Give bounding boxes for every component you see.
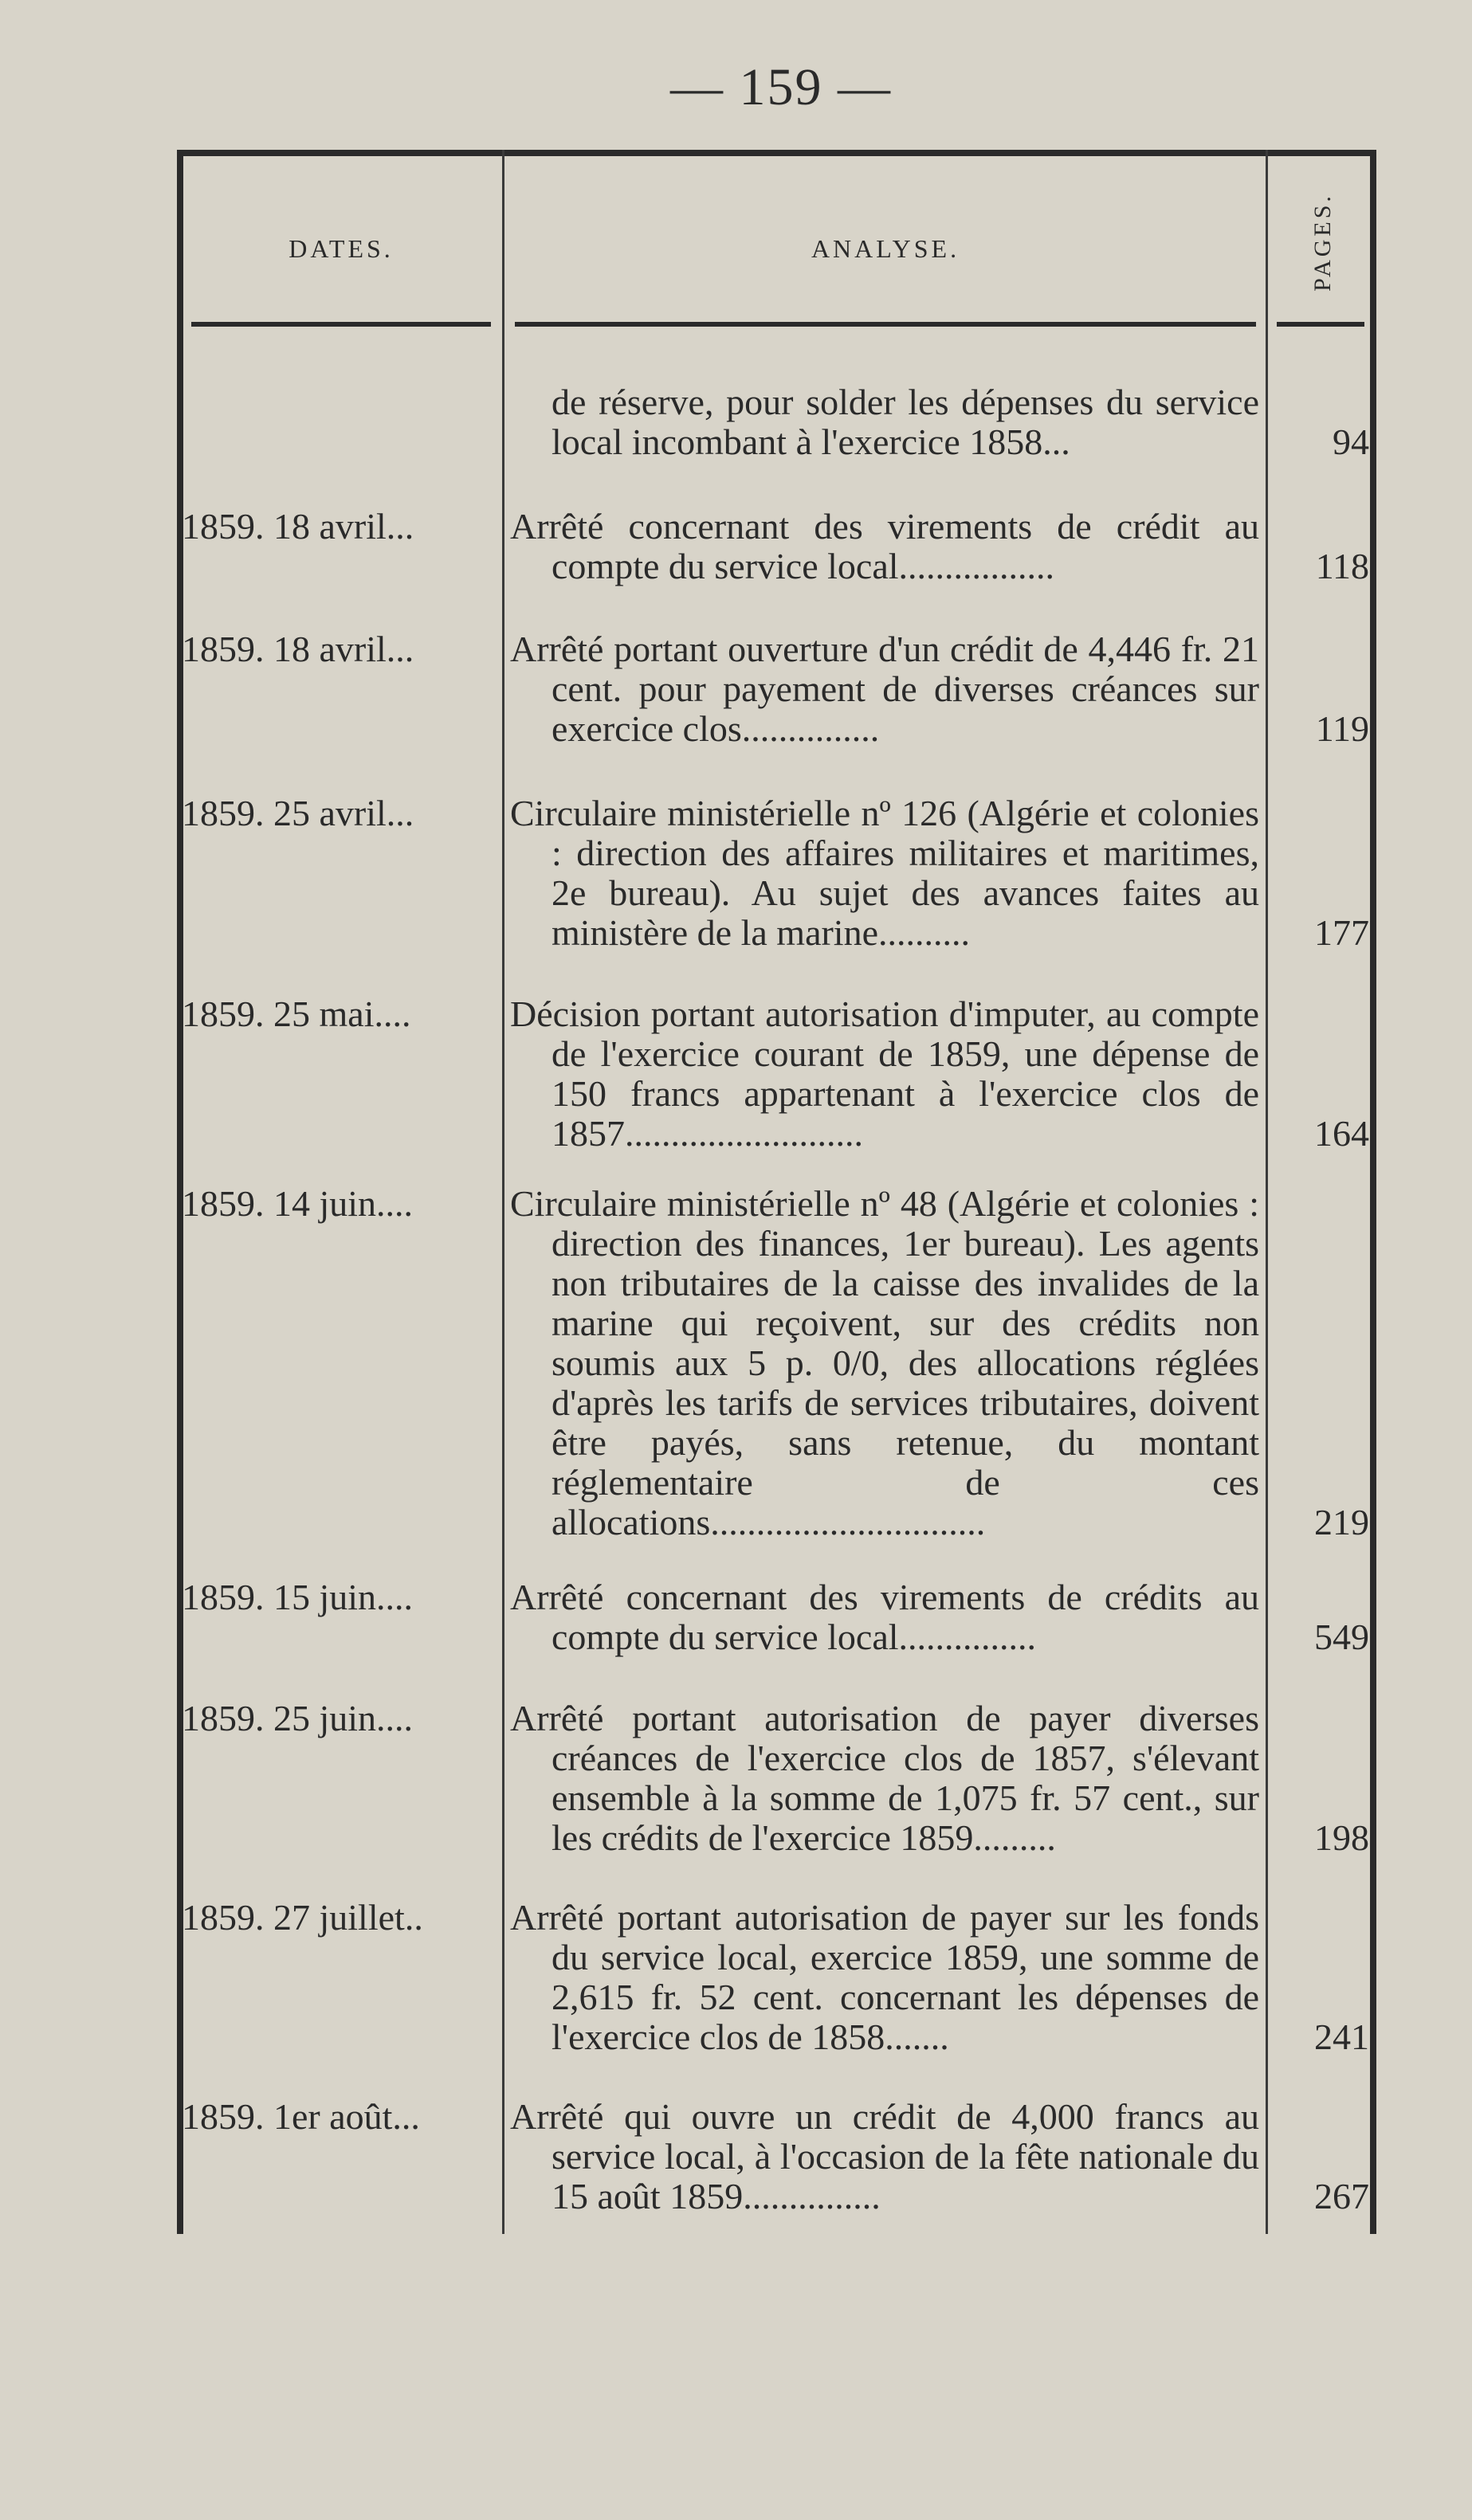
entry-page: 118 — [1315, 546, 1369, 586]
entry-text: Arrêté qui ouvre un crédit de 4,000 francs au service local, à l'occasion de la fête nationale du 15 août 1859............... — [510, 2096, 1259, 2216]
entry-page: 119 — [1315, 708, 1369, 749]
entry-page: 94 — [1333, 421, 1369, 462]
header-rule-pages — [1277, 322, 1364, 327]
entry-date: 1859. 25 juin.... — [182, 1698, 414, 1738]
entry-text: Circulaire ministérielle nº 48 (Algérie et colonies : direction des finances, 1er bureau). Les agents non tributaires de la caisse des invalides de la marine qui reçoivent, sur des crédits non soumis aux 5 p. 0/0, des allocations réglées d'après les tarifs de services tributaires, doivent être payés, sans retenue, du montant réglementaire de ces allocations.............................. — [510, 1183, 1259, 1542]
entry-text: Arrêté portant ouverture d'un crédit de 4,446 fr. 21 cent. pour payement de diverses créances sur exercice clos............... — [510, 629, 1259, 749]
column-divider-pages — [1266, 150, 1268, 2234]
entry-page: 549 — [1314, 1617, 1369, 1657]
header-rule-analyse — [515, 322, 1256, 327]
entry-page: 267 — [1314, 2176, 1369, 2216]
header-rule-dates — [191, 322, 491, 327]
entry-text: Arrêté concernant des virements de crédits au compte du service local............... — [510, 1577, 1259, 1657]
entry-text: de réserve, pour solder les dépenses du service local incombant à l'exercice 1858... — [552, 382, 1259, 462]
entry-page: 241 — [1314, 2016, 1369, 2057]
entry-date: 1859. 27 juillet.. — [182, 1897, 423, 1938]
entry-page: 164 — [1314, 1113, 1369, 1154]
entry-page: 177 — [1314, 912, 1369, 953]
table-top-rule — [177, 150, 1376, 156]
entry-date: 1859. 18 avril... — [182, 506, 414, 547]
entry-date: 1859. 18 avril... — [182, 629, 414, 669]
entry-page: 219 — [1314, 1502, 1369, 1542]
column-header-analyse: ANALYSE. — [811, 234, 960, 263]
table-right-rule — [1370, 150, 1376, 2234]
page-number: — 159 — — [670, 58, 892, 116]
index-table — [177, 150, 1376, 2234]
entry-page: 198 — [1314, 1817, 1369, 1858]
entry-text: Décision portant autorisation d'imputer, au compte de l'exercice courant de 1859, une dépense de 150 francs appartenant à l'exercice clos de 1857.......................... — [510, 993, 1259, 1154]
entry-text: Circulaire ministérielle nº 126 (Algérie et colonies : direction des affaires militaires et maritimes, 2e bureau). Au sujet des avances faites au ministère de la marine.......... — [510, 793, 1259, 953]
entry-date: 1859. 1er août... — [182, 2096, 420, 2137]
column-header-dates: DATES. — [289, 234, 394, 263]
entry-text: Arrêté portant autorisation de payer sur les fonds du service local, exercice 1859, une somme de 2,615 fr. 52 cent. concernant les dépenses de l'exercice clos de 1858....... — [510, 1897, 1259, 2057]
entry-date: 1859. 25 mai.... — [182, 993, 411, 1034]
entry-text: Arrêté portant autorisation de payer diverses créances de l'exercice clos de 1857, s'élevant ensemble à la somme de 1,075 fr. 57 cent., sur les crédits de l'exercice 1859......... — [510, 1698, 1259, 1858]
entry-date: 1859. 25 avril... — [182, 793, 414, 833]
column-header-pages-label: PAGES. — [1309, 193, 1336, 292]
column-header-pages — [1283, 186, 1363, 298]
entry-date: 1859. 15 juin.... — [182, 1577, 414, 1617]
entry-date: 1859. 14 juin.... — [182, 1183, 414, 1224]
column-divider-dates — [502, 150, 504, 2234]
entry-text: Arrêté concernant des virements de crédit au compte du service local................. — [510, 506, 1259, 586]
